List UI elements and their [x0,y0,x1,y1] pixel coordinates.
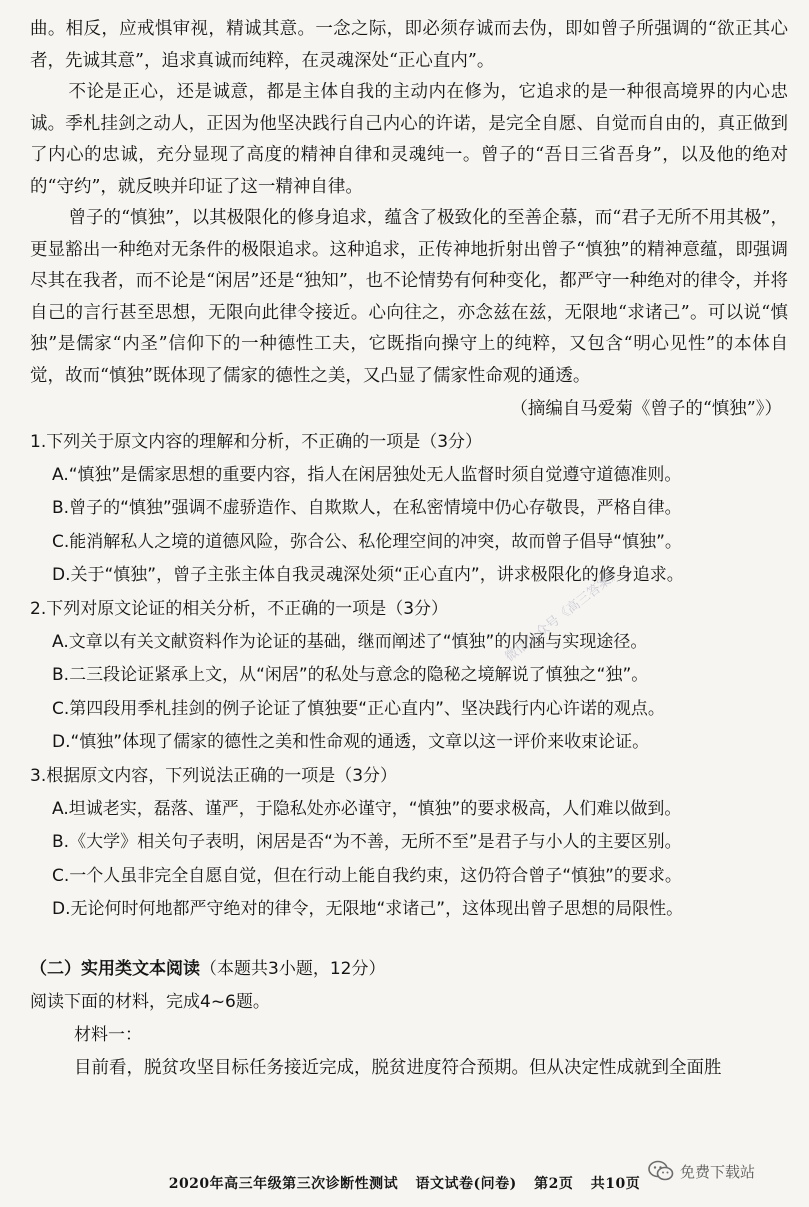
footer-page-number: 第2页 [534,1176,574,1192]
brand-name: 免费下载站 [680,1162,756,1181]
footer-total-pages: 共10页 [590,1176,641,1192]
question-option: A.坦诚老实，磊落、谨严，于隐私处亦必谨守，“慎独”的要求极高，人们难以做到。 [52,798,682,819]
question-option: D.“慎独”体现了儒家的德性之美和性命观的通透，文章以这一评价来收束论证。 [52,732,650,752]
question-option: D.关于“慎独”，曾子主张主体自我灵魂深处须“正心直内”，讲求极限化的修身追求。 [52,565,684,585]
question-option: B.二三段论证紧承上文，从“闲居”的私处与意念的隐秘之境解说了慎独之“独”。 [52,665,649,685]
passage-paragraph-2: 不论是正心，还是诚意，都是主体自我的主动内在修为，它追求的是一种很高境界的内心忠诚。季札挂剑之动人，正因为他坚决践行自己内心的许诺，是完全自愿、自觉而自由的，真正做到了内心的忠诚，充分显现了高度的精神自律和灵魂纯一。曾子的“吾日三省吾身”，以及他的绝对的“守约”，就反映并印证了这一精神自律。 [30,82,788,197]
footer-exam-title: 2020年高三年级第三次诊断性测试 [168,1176,399,1192]
passage-paragraph-3: 曾子的“慎独”，以其极限化的修身追求，蕴含了极致化的至善企慕，而“君子无所不用其极”，更显豁出一种绝对无条件的极限追求。这种追求，正传神地折射出曾子“慎独”的精神意蕴，即强调尽其在我者，而不论是“闲居”还是“独知”，也不论情势有何种变化，都严守一种绝对的律令，并将自己的言行甚至思想，无限向此律令接近。心向往之，亦念兹在兹，无限地“求诸己”。可以说“慎独”是儒家“内圣”信仰下的一种德性工夫，它既指向操守上的纯粹，又包含“明心见性”的本体自觉，故而“慎独”既体现了儒家的德性之美，又凸显了儒家性命观的通透。 [30,208,788,386]
section-instruction: 阅读下面的材料，完成4~6题。 [30,991,270,1012]
question-3 [30,760,788,927]
watermark: 微信公众号《高三答案》 [502,565,625,665]
question-option: A.“慎独”是儒家思想的重要内容，指人在闲居独处无人监督时须自觉遵守道德准则。 [52,464,682,485]
footer-subject: 语文试卷(问卷) [415,1176,517,1192]
brand-badge [648,1160,755,1182]
question-option: D.无论何时何地都严守绝对的律令，无限地“求诸己”，这体现出曾子思想的局限性。 [52,899,684,919]
question-option: C.第四段用季札挂剑的例子论证了慎独要“正心直内”、坚决践行内心许诺的观点。 [52,698,665,719]
section-title: （二）实用类文本阅读 [30,958,200,979]
material-text: 目前看，脱贫攻坚目标任务接近完成，脱贫进度符合预期。但从决定性成就到全面胜 [74,1057,722,1078]
question-1 [30,426,788,593]
question-option: A.文章以有关文献资料作为论证的基础，继而阐述了“慎独”的内涵与实现途径。 [52,631,648,652]
question-2 [30,593,788,760]
question-option: B.《大学》相关句子表明，闲居是否“为不善，无所不至”是君子与小人的主要区别。 [52,832,682,852]
passage-paragraph-1: 曲。相反，应戒惧审视，精诚其意。一念之际，即必须存诚而去伪，即如曾子所强调的“欲正其心者，先诚其意”，追求真诚而纯粹，在灵魂深处“正心直内”。 [30,19,788,71]
question-stem: 2.下列对原文论证的相关分析，不正确的一项是（3分） [30,598,449,619]
section-note: （本题共3小题，12分） [200,958,386,979]
question-option: B.曾子的“慎独”强调不虚骄造作、自欺欺人，在私密情境中仍心存敬畏，严格自律。 [52,498,682,518]
question-option: C.一个人虽非完全自愿自觉，但在行动上能自我约束，这仍符合曾子“慎独”的要求。 [52,865,682,886]
wechat-icon [648,1160,674,1182]
question-stem: 1.下列关于原文内容的理解和分析，不正确的一项是（3分） [30,431,483,452]
material-label: 材料一： [74,1024,142,1045]
section-heading [30,953,788,986]
passage-source: （摘编自马爱菊《曾子的“慎独”》） [510,399,782,419]
question-option: C.能消解私人之境的道德风险，弥合公、私伦理空间的冲突，故而曾子倡导“慎独”。 [52,531,682,552]
question-stem: 3.根据原文内容，下列说法正确的一项是（3分） [30,765,398,786]
exam-page [30,0,788,1085]
